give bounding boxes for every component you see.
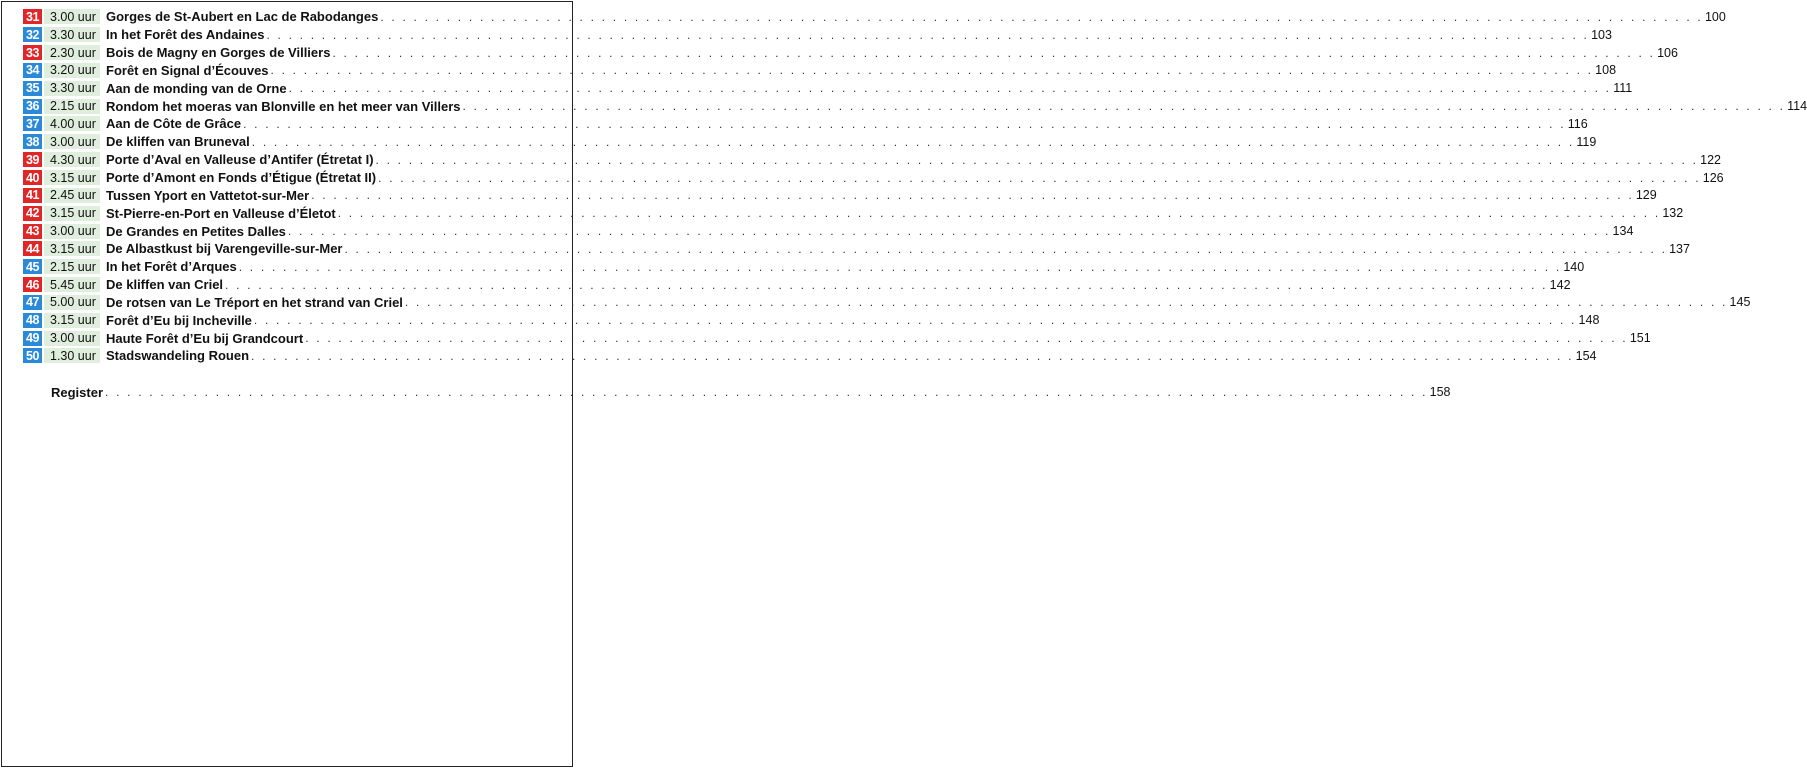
toc-page [1,1,1807,767]
walk-page-number: 154 [1575,348,1597,363]
walk-title: Forêt d’Eu bij Incheville [106,312,252,328]
walk-duration: 3.30 uur [44,81,100,96]
walk-duration: 3.15 uur [44,206,100,221]
walk-number-badge: 46 [23,277,42,292]
walk-title: Bois de Magny en Gorges de Villiers [106,45,331,61]
walk-number-badge: 38 [23,134,42,149]
walk-title: Forêt en Signal d’Écouves [106,62,269,78]
leader-dots: . . . . . . . . . . . . . . . . . . . . . . . . . . . . . . . . . . . . . . . . . . . . . . . . . . . . . . . . . . . . . . . . . . . . . . . . . . . . . . . . . . . . . . . . . . . . . . . . . . . . . . . . . . . . . . . . . . . . . . . . [311,188,1634,203]
leader-dots: . . . . . . . . . . . . . . . . . . . . . . . . . . . . . . . . . . . . . . . . . . . . . . . . . . . . . . . . . . . . . . . . . . . . . . . . . . . . . . . . . . . . . . . . . . . . . . . . . . . . . . . . . . . . . . . . . . . . . . . . [462,99,1786,114]
walk-duration: 3.15 uur [44,241,100,256]
walk-number-badge: 34 [23,63,42,78]
walk-page-number: 116 [1567,116,1588,131]
walk-number-badge: 48 [23,313,42,328]
leader-dots: . . . . . . . . . . . . . . . . . . . . . . . . . . . . . . . . . . . . . . . . . . . . . . . . . . . . . . . . . . . . . . . . . . . . . . . . . . . . . . . . . . . . . . . . . . . . . . . . . . . . . . . . . . . . . . . . . . . . . . . . [375,152,1699,167]
leader-dots: . . . . . . . . . . . . . . . . . . . . . . . . . . . . . . . . . . . . . . . . . . . . . . . . . . . . . . . . . . . . . . . . . . . . . . . . . . . . . . . . . . . . . . . . . . . . . . . . . . . . . . . . . . . . . . . . . . . . . . . . [380,9,1703,24]
walk-title: De Albastkust bij Varengeville-sur-Mer [106,241,343,257]
walk-duration: 3.30 uur [44,27,100,42]
walk-title: Aan de monding van de Orne [106,80,287,96]
leader-dots: . . . . . . . . . . . . . . . . . . . . . . . . . . . . . . . . . . . . . . . . . . . . . . . . . . . . . . . . . . . . . . . . . . . . . . . . . . . . . . . . . . . . . . . . . . . . . . . . . . . . . . . . . . . . . . . . . . . . . . . . [266,27,1590,42]
leader-dots: . . . . . . . . . . . . . . . . . . . . . . . . . . . . . . . . . . . . . . . . . . . . . . . . . . . . . . . . . . . . . . . . . . . . . . . . . . . . . . . . . . . . . . . . . . . . . . . . . . . . . . . . . . . . . . . . . . . . . . . . [344,241,1668,256]
walk-duration: 3.00 uur [44,134,100,149]
toc-entry[interactable] [23,222,1634,240]
toc-entry-register[interactable] [51,383,1451,401]
toc-entry[interactable] [23,329,1651,347]
toc-entry[interactable] [23,311,1600,329]
walk-number-badge: 47 [23,295,42,310]
walk-page-number: 114 [1787,99,1807,114]
walk-page-number: 132 [1662,206,1684,221]
toc-entry[interactable] [23,115,1588,133]
walk-number-badge: 32 [23,27,42,42]
walk-number-badge: 42 [23,206,42,221]
walk-number-badge: 45 [23,259,42,274]
toc-entry[interactable] [23,258,1585,276]
walk-page-number: 148 [1578,313,1600,328]
walk-page-number: 126 [1702,170,1724,185]
walk-page-number: 142 [1549,277,1571,292]
leader-dots: . . . . . . . . . . . . . . . . . . . . . . . . . . . . . . . . . . . . . . . . . . . . . . . . . . . . . . . . . . . . . . . . . . . . . . . . . . . . . . . . . . . . . . . . . . . . . . . . . . . . . . . . . . . . . . . . . . . . . . . . [337,206,1661,221]
walk-number-badge: 44 [23,241,42,256]
walk-duration: 3.20 uur [44,63,100,78]
walk-title: De kliffen van Bruneval [106,134,250,150]
walk-title: De kliffen van Criel [106,277,224,293]
walk-duration: 2.15 uur [44,99,100,114]
leader-dots: . . . . . . . . . . . . . . . . . . . . . . . . . . . . . . . . . . . . . . . . . . . . . . . . . . . . . . . . . . . . . . . . . . . . . . . . . . . . . . . . . . . . . . . . . . . . . . . . . . . . . . . . . . . . . . . . . . . . . . . . [251,348,1574,363]
walk-number-badge: 49 [23,331,42,346]
walk-title: St-Pierre-en-Port en Valleuse d’Életot [106,205,336,221]
walk-number-badge: 40 [23,170,42,185]
walk-page-number: 100 [1704,9,1726,24]
toc-entry[interactable] [23,62,1617,80]
walk-page-number: 103 [1591,27,1612,42]
leader-dots: . . . . . . . . . . . . . . . . . . . . . . . . . . . . . . . . . . . . . . . . . . . . . . . . . . . . . . . . . . . . . . . . . . . . . . . . . . . . . . . . . . . . . . . . . . . . . . . . . . . . . . . . . . . . . . . . . . . . . . . . [105,385,1428,399]
walk-number-badge: 43 [23,224,42,239]
leader-dots: . . . . . . . . . . . . . . . . . . . . . . . . . . . . . . . . . . . . . . . . . . . . . . . . . . . . . . . . . . . . . . . . . . . . . . . . . . . . . . . . . . . . . . . . . . . . . . . . . . . . . . . . . . . . . . . . . . . . . . . . [238,259,1562,274]
walk-number-badge: 35 [23,81,42,96]
walk-page-number: 106 [1657,45,1678,60]
walk-number-badge: 36 [23,99,42,114]
toc-entry[interactable] [23,79,1633,97]
walk-duration: 5.00 uur [44,295,100,310]
walk-number-badge: 33 [23,45,42,60]
toc-entry[interactable] [23,276,1571,294]
toc-entry[interactable] [23,347,1597,365]
walk-duration: 4.00 uur [44,116,100,131]
walk-title: Stadswandeling Rouen [106,348,250,364]
walk-number-badge: 37 [23,116,42,131]
walk-duration: 3.15 uur [44,170,100,185]
walk-duration: 3.00 uur [44,9,100,24]
walk-title: Porte d’Aval en Valleuse d’Antifer (Étretat I) [106,152,374,168]
toc-entry[interactable] [23,133,1597,151]
toc-entry[interactable] [23,26,1612,44]
register-page-number: 158 [1429,385,1451,399]
walk-page-number: 140 [1563,259,1585,274]
walk-title: De rotsen van Le Tréport en het strand van Criel [106,294,403,310]
walk-page-number: 111 [1613,81,1633,96]
walk-page-number: 119 [1576,134,1597,149]
walk-title: Rondom het moeras van Blonville en het meer van Villers [106,98,461,114]
walk-title: In het Forêt des Andaines [106,27,265,43]
toc-entry[interactable] [23,8,1726,26]
register-title: Register [51,384,104,400]
toc-entry[interactable] [23,97,1807,115]
walk-page-number: 129 [1635,188,1657,203]
walk-duration: 5.45 uur [44,277,100,292]
walk-duration: 2.30 uur [44,45,100,60]
leader-dots: . . . . . . . . . . . . . . . . . . . . . . . . . . . . . . . . . . . . . . . . . . . . . . . . . . . . . . . . . . . . . . . . . . . . . . . . . . . . . . . . . . . . . . . . . . . . . . . . . . . . . . . . . . . . . . . . . . . . . . . . [225,277,1548,292]
toc-entry[interactable] [23,204,1684,222]
walk-duration: 2.45 uur [44,188,100,203]
walk-page-number: 122 [1700,152,1722,167]
leader-dots: . . . . . . . . . . . . . . . . . . . . . . . . . . . . . . . . . . . . . . . . . . . . . . . . . . . . . . . . . . . . . . . . . . . . . . . . . . . . . . . . . . . . . . . . . . . . . . . . . . . . . . . . . . . . . . . . . . . . . . . . [243,116,1566,131]
walk-title: In het Forêt d’Arques [106,259,237,275]
walk-title: Gorges de St-Aubert en Lac de Rabodanges [106,9,379,25]
toc-list [23,8,1807,365]
walk-title: Tussen Yport en Vattetot-sur-Mer [106,187,310,203]
toc-entry[interactable] [23,186,1657,204]
walk-duration: 3.00 uur [44,224,100,239]
walk-title: De Grandes en Petites Dalles [106,223,286,239]
toc-entry[interactable] [23,240,1690,258]
walk-page-number: 151 [1629,331,1651,346]
walk-title: Haute Forêt d’Eu bij Grandcourt [106,330,304,346]
walk-duration: 3.00 uur [44,331,100,346]
toc-entry[interactable] [23,294,1751,312]
toc-entry[interactable] [23,169,1724,187]
leader-dots: . . . . . . . . . . . . . . . . . . . . . . . . . . . . . . . . . . . . . . . . . . . . . . . . . . . . . . . . . . . . . . . . . . . . . . . . . . . . . . . . . . . . . . . . . . . . . . . . . . . . . . . . . . . . . . . . . . . . . . . . [378,170,1701,185]
walk-number-badge: 50 [23,348,42,363]
leader-dots: . . . . . . . . . . . . . . . . . . . . . . . . . . . . . . . . . . . . . . . . . . . . . . . . . . . . . . . . . . . . . . . . . . . . . . . . . . . . . . . . . . . . . . . . . . . . . . . . . . . . . . . . . . . . . . . . . . . . . . . . [288,81,1612,96]
leader-dots: . . . . . . . . . . . . . . . . . . . . . . . . . . . . . . . . . . . . . . . . . . . . . . . . . . . . . . . . . . . . . . . . . . . . . . . . . . . . . . . . . . . . . . . . . . . . . . . . . . . . . . . . . . . . . . . . . . . . . . . . [270,63,1594,78]
walk-duration: 2.15 uur [44,259,100,274]
walk-duration: 4.30 uur [44,152,100,167]
walk-duration: 3.15 uur [44,313,100,328]
walk-page-number: 134 [1612,224,1634,239]
walk-title: Porte d’Amont en Fonds d’Étigue (Étretat II) [106,170,377,186]
leader-dots: . . . . . . . . . . . . . . . . . . . . . . . . . . . . . . . . . . . . . . . . . . . . . . . . . . . . . . . . . . . . . . . . . . . . . . . . . . . . . . . . . . . . . . . . . . . . . . . . . . . . . . . . . . . . . . . . . . . . . . . . [305,331,1628,346]
walk-title: Aan de Côte de Grâce [106,116,242,132]
walk-page-number: 108 [1595,63,1617,78]
leader-dots: . . . . . . . . . . . . . . . . . . . . . . . . . . . . . . . . . . . . . . . . . . . . . . . . . . . . . . . . . . . . . . . . . . . . . . . . . . . . . . . . . . . . . . . . . . . . . . . . . . . . . . . . . . . . . . . . . . . . . . . . [251,134,1575,149]
walk-number-badge: 39 [23,152,42,167]
toc-entry[interactable] [23,151,1722,169]
leader-dots: . . . . . . . . . . . . . . . . . . . . . . . . . . . . . . . . . . . . . . . . . . . . . . . . . . . . . . . . . . . . . . . . . . . . . . . . . . . . . . . . . . . . . . . . . . . . . . . . . . . . . . . . . . . . . . . . . . . . . . . . [332,45,1656,60]
walk-number-badge: 41 [23,188,42,203]
walk-duration: 1.30 uur [44,348,100,363]
walk-page-number: 145 [1729,295,1751,310]
leader-dots: . . . . . . . . . . . . . . . . . . . . . . . . . . . . . . . . . . . . . . . . . . . . . . . . . . . . . . . . . . . . . . . . . . . . . . . . . . . . . . . . . . . . . . . . . . . . . . . . . . . . . . . . . . . . . . . . . . . . . . . . [253,313,1577,328]
leader-dots: . . . . . . . . . . . . . . . . . . . . . . . . . . . . . . . . . . . . . . . . . . . . . . . . . . . . . . . . . . . . . . . . . . . . . . . . . . . . . . . . . . . . . . . . . . . . . . . . . . . . . . . . . . . . . . . . . . . . . . . . [287,224,1611,239]
toc-entry[interactable] [23,44,1678,62]
leader-dots: . . . . . . . . . . . . . . . . . . . . . . . . . . . . . . . . . . . . . . . . . . . . . . . . . . . . . . . . . . . . . . . . . . . . . . . . . . . . . . . . . . . . . . . . . . . . . . . . . . . . . . . . . . . . . . . . . . . . . . . . [404,295,1728,310]
walk-page-number: 137 [1669,241,1690,256]
walk-number-badge: 31 [23,9,42,24]
